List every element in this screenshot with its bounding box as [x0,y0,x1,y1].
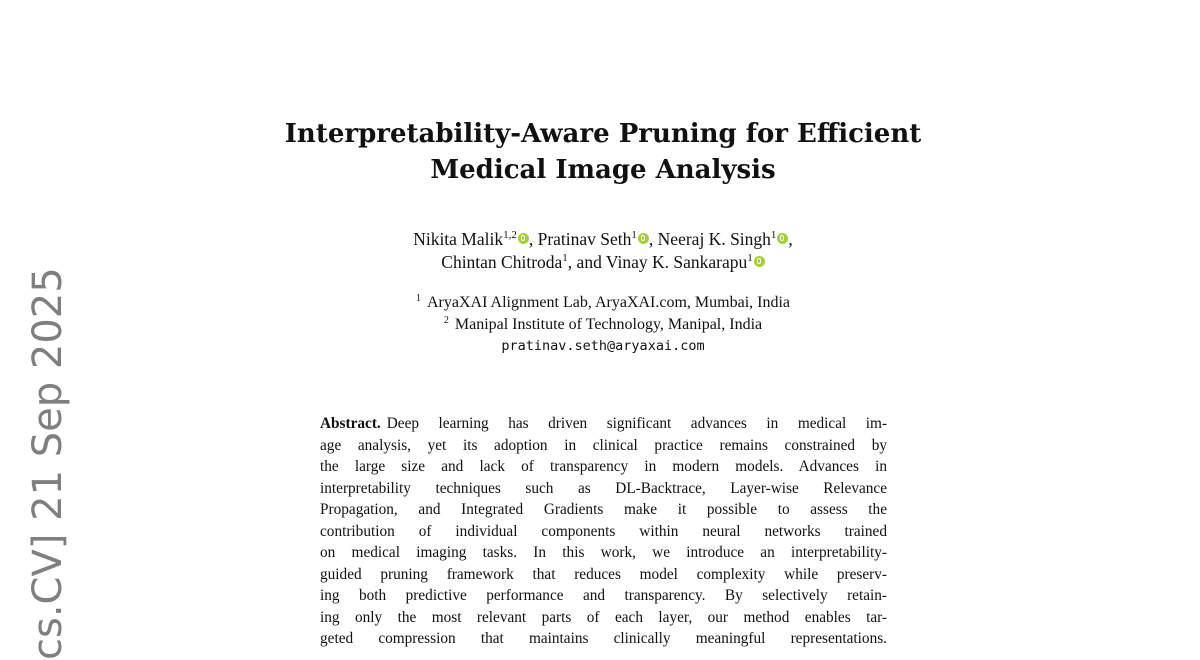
author-name: Nikita Malik [413,229,504,249]
contact-email[interactable]: pratinav.seth@aryaxai.com [501,338,705,354]
author-separator: , [528,229,538,249]
title-line-1: Interpretability-Aware Pruning for Efficient [284,119,922,149]
author-affil-sup: 1 [747,252,753,264]
abstract-line: the large size and lack of transparency in modern models. Advances in [320,458,887,475]
abstract-line: on medical imaging tasks. In this work, we introduce an interpretability- [320,544,887,561]
author-line-2 [280,251,926,274]
author-affil-sup: 1 [562,252,568,264]
abstract-line: age analysis, yet its adoption in clinical practice remains constrained by [320,436,887,454]
abstract [320,413,887,650]
abstract-line: contribution of individual components within neural networks trained [320,522,887,540]
orcid-icon[interactable] [518,233,529,244]
abstract-line: geted compression that maintains clinically meaningful representations. [320,630,887,647]
abstract-line: interpretability techniques such as DL-Backtrace, Layer-wise Relevance [320,479,887,497]
abstract-line: Propagation, and Integrated Gradients make it possible to assess the [320,501,887,518]
affiliation-1 [280,292,926,314]
author-affil-sup: 1 [631,229,637,241]
affiliations [280,292,926,358]
author-list [280,228,926,274]
author-separator: , [648,229,658,249]
author-name: Vinay K. Sankarapu [605,252,748,272]
author-separator: , and [567,252,606,272]
author-separator: , [788,229,793,249]
abstract-label: Abstract. [320,415,381,432]
author-name: Neeraj K. Singh [657,229,771,249]
abstract-line: guided pruning framework that reduces model complexity while preserv- [320,565,887,583]
arxiv-stamp-text: cs.CV] 21 Sep 2025 [25,267,71,660]
affiliation-sup: 2 [443,314,449,326]
contact-email-line [280,335,926,358]
orcid-icon[interactable] [754,256,765,267]
abstract-line: ing only the most relevant parts of each layer, our method enables tar- [320,608,887,626]
abstract-line: ing both predictive performance and transparency. By selectively retain- [320,587,887,604]
affiliation-sup: 1 [415,293,421,304]
author-name: Pratinav Seth [537,229,632,249]
arxiv-identifier-stamp [24,267,76,660]
orcid-icon[interactable] [638,233,649,244]
orcid-icon[interactable] [777,233,788,244]
affiliation-text: AryaXAI Alignment Lab, AryaXAI.com, Mumbai, India [426,294,791,311]
title-line-2: Medical Image Analysis [430,155,776,185]
author-name: Chintan Chitroda [441,252,563,272]
author-affil-sup: 1 [770,229,777,241]
abstract-line-text: Deep learning has driven significant advances in medical im- [386,415,887,432]
author-affil-sup: 1,2 [503,229,517,241]
affiliation-2 [280,314,926,336]
paper-title [280,116,926,188]
abstract-line [320,413,887,435]
author-line-1 [280,228,926,251]
affiliation-text: Manipal Institute of Technology, Manipal, India [454,315,763,333]
